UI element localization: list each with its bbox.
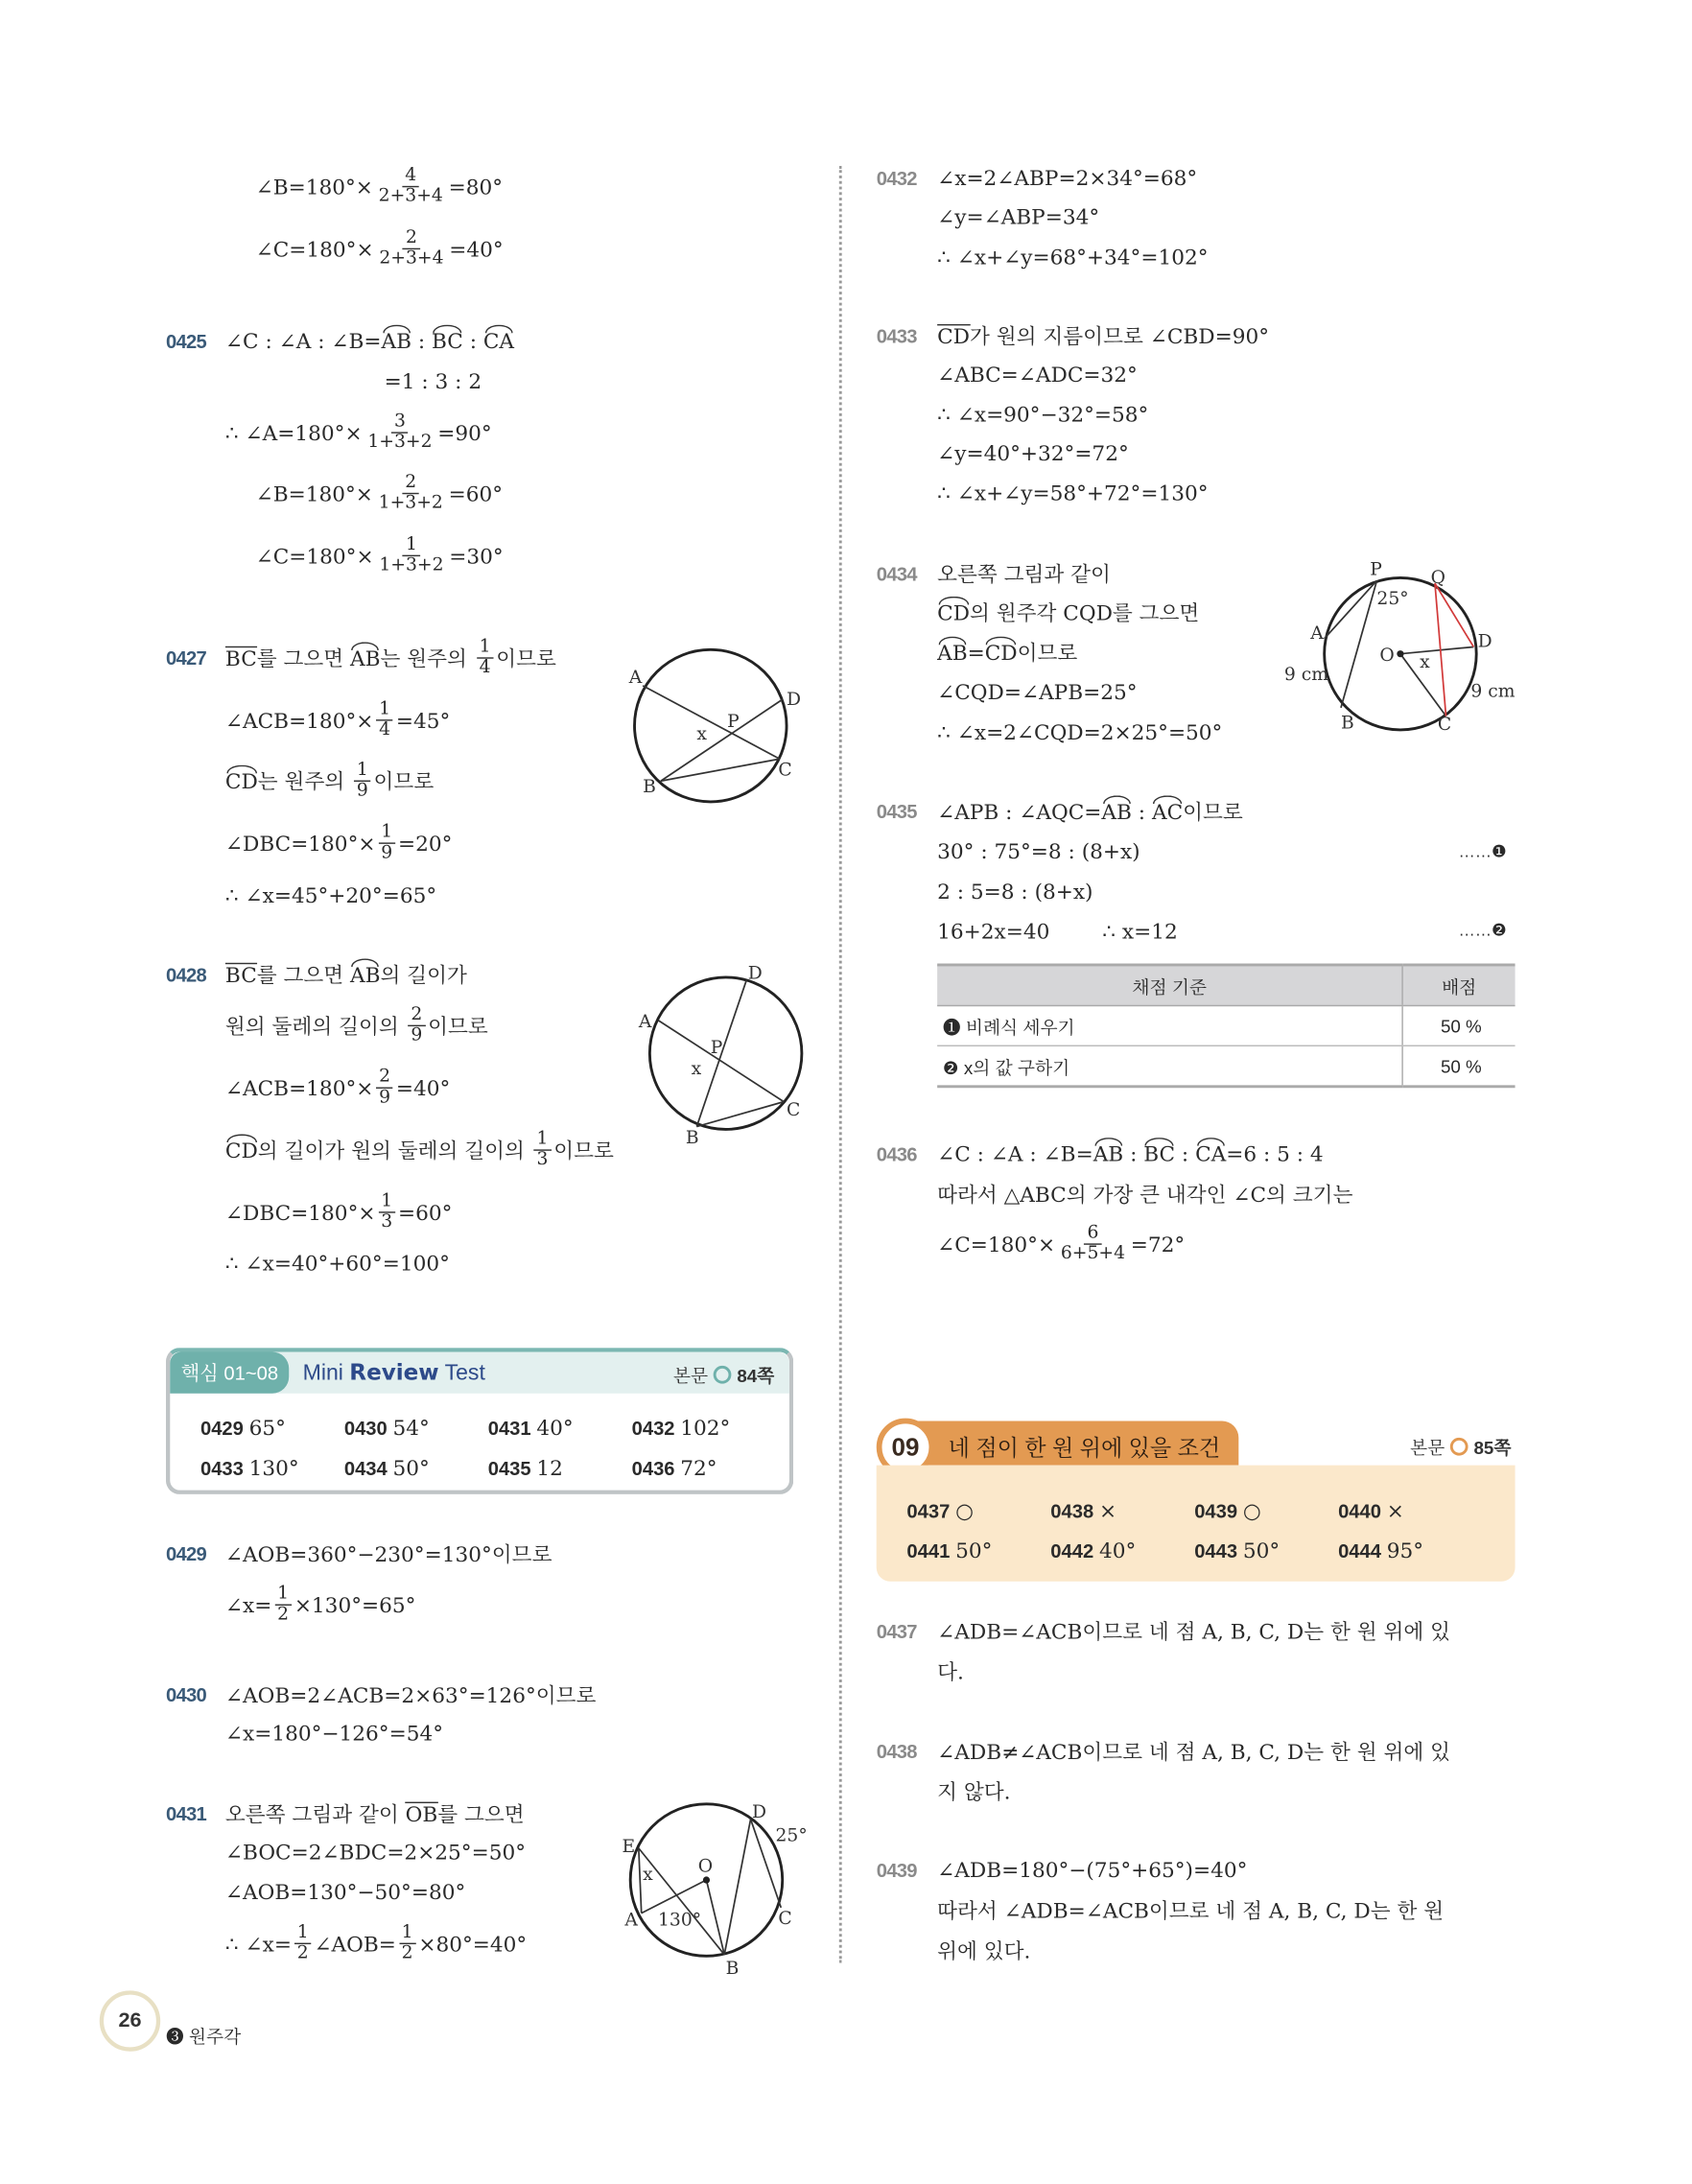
numerator: 1 <box>534 1130 552 1151</box>
math-text: ∠C=180°× <box>255 236 374 262</box>
answer-value: × <box>1098 1498 1117 1524</box>
arc-label: AB <box>381 329 411 354</box>
diagram-label: O <box>1379 645 1395 666</box>
denominator: 2+3+4 <box>379 247 444 270</box>
denominator: 1+3+2 <box>379 554 444 576</box>
diagram-label: C <box>778 1909 792 1930</box>
answer-value: 50° <box>955 1538 993 1563</box>
math-text: ∠ADB=180°−(75°+65°)=40° <box>937 1857 1248 1883</box>
diagram-label: D <box>747 963 763 984</box>
diagram-label: P <box>710 1038 723 1059</box>
diagram-label: 9 cm <box>1470 681 1516 702</box>
diagram-label: D <box>1477 631 1492 652</box>
math-text: =40° <box>395 1075 451 1101</box>
points-cell: 50 % <box>1402 1045 1515 1087</box>
points-cell: 50 % <box>1402 1005 1515 1045</box>
math-text: =40° <box>449 236 504 262</box>
numerator: 1 <box>477 638 494 659</box>
arc-label: AB <box>350 962 381 988</box>
math-text: 이므로 <box>553 1138 614 1163</box>
math-text: 이므로 <box>496 646 556 671</box>
math-text: ∠AOB=130°−50°=80° <box>224 1880 466 1905</box>
step-marker-1: ……❶ <box>1458 841 1507 861</box>
math-text: : <box>411 329 433 354</box>
diagram-label: O <box>697 1856 714 1877</box>
math-text: =72° <box>1130 1232 1186 1257</box>
math-text: ∠C=180°× <box>937 1232 1056 1257</box>
answer-number: 0430 <box>343 1417 388 1440</box>
math-text: ∴ ∠x=45°+20°=65° <box>224 882 437 908</box>
numerator: 6 <box>1085 1224 1102 1245</box>
answer-value: 102° <box>680 1415 731 1441</box>
diagram-label: Q <box>1430 568 1446 589</box>
math-text: 따라서 ∠ADB=∠ACB이므로 네 점 A, B, C, D는 한 원 <box>937 1898 1445 1924</box>
math-text: ∠C : ∠A : ∠B= <box>937 1141 1093 1167</box>
math-text: : <box>462 329 483 354</box>
diagram-label: C <box>1437 714 1452 735</box>
step-marker-2: ……❷ <box>1458 920 1507 941</box>
math-text: ∠ABC=∠ADC=32° <box>937 362 1138 387</box>
math-text: 의 원주각 CQD를 그으면 <box>970 600 1200 626</box>
math-text: =60° <box>448 481 504 506</box>
answer-value: 40° <box>536 1415 574 1441</box>
math-text: ∴ ∠x=2∠CQD=2×25°=50° <box>937 719 1223 745</box>
math-text: ∠y=∠ABP=34° <box>937 204 1100 230</box>
answer-number: 0434 <box>343 1457 388 1480</box>
diagram-line <box>724 1820 750 1955</box>
math-text: 2 : 5=8 : (8+x) <box>937 879 1093 904</box>
diagram-label: B <box>1340 713 1354 734</box>
diagram-label: 25° <box>775 1825 808 1846</box>
answer-number: 0444 <box>1338 1539 1381 1562</box>
math-text: ∠x=2∠ABP=2×34°=68° <box>937 165 1198 191</box>
math-text: 16+2x=40 ∴ x=12 <box>937 919 1178 945</box>
diagram-label: C <box>778 760 792 781</box>
diagram-circle <box>635 649 787 802</box>
diagram-label: x <box>696 724 707 745</box>
math-text: ∠APB : ∠AQC= <box>937 799 1102 824</box>
diagram-label: B <box>725 1959 740 1980</box>
segment-label: OB <box>405 1801 438 1827</box>
chapter-label: ❸ 원주각 <box>165 2026 242 2048</box>
math-text: = <box>967 640 985 666</box>
answer-value: 95° <box>1386 1538 1424 1563</box>
arc-label: AB <box>350 646 381 670</box>
arc-label: CD <box>984 640 1018 666</box>
answer-number: 0436 <box>631 1457 675 1480</box>
numerator: 1 <box>376 700 393 721</box>
diagram-label: B <box>685 1127 699 1148</box>
segment-label: CD <box>937 323 971 349</box>
numerator: 3 <box>391 412 409 434</box>
denominator: 6+5+4 <box>1060 1243 1126 1264</box>
numerator: 1 <box>274 1585 292 1606</box>
math-text: ∠CQD=∠APB=25° <box>937 680 1138 706</box>
math-text: 의 길이가 원의 둘레의 길이의 <box>257 1138 531 1163</box>
diagram-line <box>661 699 783 781</box>
math-text: ∠B=180°× <box>255 174 373 200</box>
answer-value: 50° <box>1242 1538 1281 1563</box>
answer-value: 40° <box>1098 1538 1137 1563</box>
answer-number: 0438 <box>1050 1499 1094 1522</box>
answer-number: 0437 <box>906 1499 951 1522</box>
math-text: ×130°=65° <box>294 1592 416 1618</box>
math-text: ×80°=40° <box>418 1931 528 1957</box>
answer-value: 54° <box>392 1415 430 1441</box>
math-text: 오른쪽 그림과 같이 <box>937 561 1111 587</box>
criteria-cell: ❷ x의 값 구하기 <box>937 1045 1402 1087</box>
diagram-label: x <box>1420 652 1430 673</box>
answer-value: × <box>1386 1498 1404 1524</box>
numerator: 1 <box>403 535 420 556</box>
arc-label: AB <box>1093 1141 1124 1167</box>
denominator: 2 <box>296 1942 309 1964</box>
numerator: 1 <box>399 1923 416 1944</box>
header-criteria: 채점 기준 <box>937 965 1402 1006</box>
math-text: ∠ACB=180°× <box>224 707 374 733</box>
math-text: ∠y=40°+32°=72° <box>937 440 1129 466</box>
answer-number: 0431 <box>487 1417 531 1440</box>
answer-number: 0433 <box>200 1457 244 1480</box>
math-text: : <box>1131 799 1152 824</box>
numerator: 4 <box>402 167 419 188</box>
center-point <box>1397 650 1403 657</box>
math-text: 이므로 <box>373 769 435 794</box>
ref-page: 85쪽 <box>1473 1437 1512 1459</box>
math-text: 가 원의 지름이므로 ∠CBD=90° <box>970 323 1270 349</box>
math-text: ∠BOC=2∠BDC=2×25°=50° <box>224 1840 527 1866</box>
diagram-circle <box>649 977 802 1130</box>
arc-label: BC <box>432 329 463 354</box>
math-text: ∠DBC=180°× <box>224 831 376 857</box>
diagram-line <box>1400 646 1473 653</box>
math-text: 따라서 △ABC의 가장 큰 내각인 ∠C의 크기는 <box>937 1182 1353 1208</box>
math-text: 오른쪽 그림과 같이 <box>224 1801 406 1827</box>
problem-number: 0427 <box>165 646 206 669</box>
numerator: 1 <box>294 1923 312 1944</box>
diagram-label: A <box>628 667 643 688</box>
numerator: 1 <box>378 823 395 844</box>
math-text: ∴ ∠x+∠y=68°+34°=102° <box>937 245 1209 270</box>
problem-number: 0435 <box>876 800 917 823</box>
diagram-label: P <box>1370 559 1382 580</box>
math-text: =90° <box>437 420 492 446</box>
math-text: =60° <box>397 1199 453 1225</box>
denominator: 4 <box>379 719 391 740</box>
answer-number: 0432 <box>631 1417 675 1440</box>
answer-value: 130° <box>248 1455 299 1481</box>
denominator: 4 <box>479 657 491 678</box>
mini-review-tag: 핵심 01~08 <box>170 1351 289 1393</box>
math-text: 이므로 <box>1183 799 1243 825</box>
math-text: 지 않다. <box>937 1779 1011 1805</box>
answer-number: 0443 <box>1194 1539 1238 1562</box>
title-part: Test <box>438 1361 485 1386</box>
math-text: ∠x= <box>224 1592 272 1618</box>
denominator: 1+3+2 <box>367 432 433 453</box>
math-text: ∴ ∠x+∠y=58°+72°=130° <box>937 481 1209 506</box>
denominator: 2+3+4 <box>378 185 443 207</box>
arc-label: AB <box>1101 799 1132 824</box>
math-text: 이므로 <box>1017 640 1078 666</box>
math-text: ∴ ∠A=180°× <box>224 420 363 446</box>
answer-number: 0435 <box>487 1457 531 1480</box>
segment-label: BC <box>224 646 257 671</box>
problem-number: 0437 <box>876 1620 917 1643</box>
answer-value: ○ <box>955 1498 974 1524</box>
math-text: =1 : 3 : 2 <box>384 368 482 394</box>
diagram-label: E <box>622 1837 636 1858</box>
denominator: 9 <box>411 1024 423 1046</box>
criteria-cell: ❶ 비례식 세우기 <box>937 1005 1402 1045</box>
arc-label: CD <box>224 768 258 794</box>
arc-label: CA <box>482 329 515 354</box>
numerator: 2 <box>376 1068 393 1089</box>
arc-label: AC <box>1151 799 1184 824</box>
math-text: ∠B=180°× <box>255 481 373 506</box>
title-part: Review <box>349 1358 439 1386</box>
diagram-label: B <box>643 776 656 797</box>
answer-number: 0441 <box>906 1539 951 1562</box>
diagram-label: A <box>1310 622 1324 644</box>
title-part: Mini <box>302 1361 350 1386</box>
section-number: 09 <box>877 1419 935 1477</box>
math-text: : <box>1175 1141 1196 1167</box>
math-text: ∠ACB=180°× <box>224 1075 374 1101</box>
diagram-line <box>1435 583 1473 646</box>
problem-number: 0431 <box>165 1802 206 1825</box>
math-text: =6 : 5 : 4 <box>1226 1141 1324 1167</box>
ref-page: 84쪽 <box>737 1365 775 1387</box>
problem-number: 0433 <box>876 324 917 347</box>
denominator: 2 <box>277 1604 290 1626</box>
math-text: 30° : 75°=8 : (8+x) <box>937 838 1140 864</box>
math-text: ∠x=180°−126°=54° <box>224 1721 444 1747</box>
answer-value: 12 <box>536 1455 563 1481</box>
diagram-line <box>658 1021 784 1102</box>
problem-number: 0432 <box>876 167 917 190</box>
denominator: 1+3+2 <box>378 492 443 514</box>
denominator: 2 <box>401 1942 413 1964</box>
math-text: =20° <box>397 831 453 857</box>
math-text: 는 원주의 <box>380 646 474 671</box>
diagram-line <box>639 1848 642 1914</box>
diagram-label: x <box>691 1058 702 1079</box>
math-text: 를 그으면 <box>256 646 351 671</box>
segment-label: BC <box>224 962 257 988</box>
denominator: 9 <box>379 1087 391 1109</box>
numerator: 2 <box>402 474 419 495</box>
math-text: ∴ ∠x=40°+60°=100° <box>224 1251 450 1277</box>
math-text: ∴ ∠x=90°−32°=58° <box>937 402 1149 428</box>
diagram-line <box>642 1880 707 1914</box>
section-title: 네 점이 한 원 위에 있을 조건 <box>948 1437 1221 1462</box>
diagram-label: A <box>638 1011 652 1032</box>
math-text: ∠ADB=∠ACB이므로 네 점 A, B, C, D는 한 원 위에 있 <box>937 1619 1450 1645</box>
diagram-label: x <box>643 1865 653 1886</box>
diagram-label: 130° <box>658 1910 702 1931</box>
diagram-label: 9 cm <box>1283 665 1328 686</box>
numerator: 1 <box>378 1192 395 1213</box>
answer-number: 0440 <box>1338 1499 1381 1522</box>
diagram-label: C <box>787 1100 801 1121</box>
header-points: 배점 <box>1402 965 1515 1006</box>
arc-label: CD <box>937 599 971 625</box>
problem-number: 0438 <box>876 1740 917 1763</box>
math-text: ∠C=180°× <box>255 543 374 569</box>
problem-number: 0430 <box>165 1683 206 1706</box>
math-text: 를 그으면 <box>437 1801 525 1827</box>
math-text: ∠DBC=180°× <box>224 1199 376 1225</box>
answer-number: 0442 <box>1050 1539 1094 1562</box>
math-text: : <box>1123 1141 1144 1167</box>
numerator: 1 <box>354 761 371 782</box>
ref-label: 본문 <box>1410 1437 1445 1459</box>
math-text: 는 원주의 <box>257 769 352 794</box>
problem-number: 0429 <box>165 1542 206 1565</box>
math-text: ∠C : ∠A : ∠B= <box>224 329 382 354</box>
problem-number: 0436 <box>876 1142 917 1165</box>
arc-label: AB <box>937 640 968 666</box>
math-text: =30° <box>449 543 504 569</box>
numerator: 2 <box>408 1005 425 1026</box>
math-text: ∠ADB≠∠ACB이므로 네 점 A, B, C, D는 한 원 위에 있 <box>937 1739 1450 1765</box>
math-text: =45° <box>395 707 451 733</box>
answer-value: 50° <box>392 1455 430 1481</box>
answer-value: 72° <box>680 1455 717 1481</box>
problem-number: 0434 <box>876 562 917 585</box>
answer-number: 0439 <box>1194 1499 1238 1522</box>
math-text: 이므로 <box>428 1014 488 1040</box>
problem-number: 0428 <box>165 963 206 986</box>
answer-number: 0429 <box>200 1417 244 1440</box>
center-point <box>703 1876 710 1883</box>
math-text: 를 그으면 <box>256 962 351 988</box>
problem-number: 0439 <box>876 1859 917 1882</box>
diagram-label: D <box>787 690 802 711</box>
denominator: 3 <box>381 1211 393 1233</box>
answer-value: ○ <box>1242 1498 1261 1524</box>
arc-label: CA <box>1195 1141 1227 1167</box>
math-text: ∠AOB= <box>314 1931 396 1957</box>
math-text: ∠AOB=2∠ACB=2×63°=126°이므로 <box>224 1682 597 1708</box>
math-text: ∴ ∠x= <box>224 1931 292 1957</box>
problem-number: 0425 <box>165 330 206 353</box>
math-text: 위에 있다. <box>937 1938 1031 1964</box>
diagram-label: A <box>624 1910 638 1931</box>
math-text: =80° <box>448 174 504 200</box>
arc-label: BC <box>1143 1141 1176 1167</box>
numerator: 2 <box>403 229 420 250</box>
denominator: 9 <box>356 780 368 802</box>
math-text: 원의 둘레의 길이의 <box>224 1014 406 1040</box>
math-text: 다. <box>937 1659 964 1685</box>
diagram-label: P <box>727 712 740 733</box>
denominator: 3 <box>536 1149 549 1170</box>
diagram-label: D <box>752 1802 767 1823</box>
page-number: 26 <box>100 1990 160 2051</box>
math-text: 의 길이가 <box>380 962 467 988</box>
ref-label: 본문 <box>672 1365 709 1387</box>
math-text: ∠AOB=360°−230°=130°이므로 <box>224 1541 552 1567</box>
denominator: 9 <box>381 842 393 864</box>
answer-value: 65° <box>248 1415 286 1441</box>
diagram-label: 25° <box>1376 588 1409 609</box>
arc-label: CD <box>224 1138 258 1163</box>
